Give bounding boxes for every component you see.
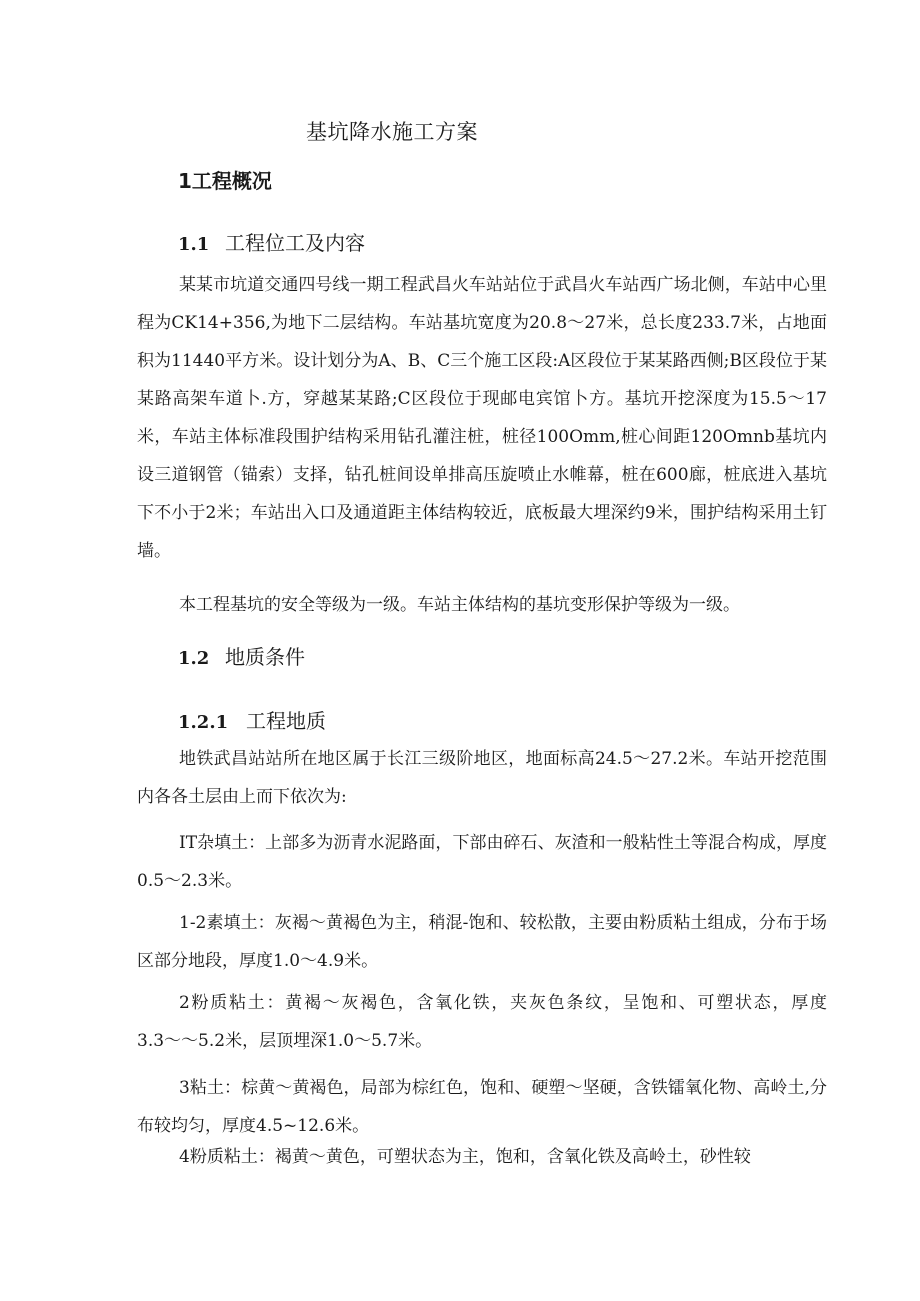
paragraph-layer-2: 2粉质粘土：黄褐〜灰褐色，含氧化铁，夹灰色条纹，呈饱和、可塑状态，厚度3.3〜〜5.2米，层顶埋深1.0〜5.7米。 <box>137 993 827 1051</box>
paragraph-safety-level: 本工程基坑的安全等级为一级。车站主体结构的基坑变形保护等级为一级。 <box>179 595 740 615</box>
paragraph-layer-3: 3粘土：棕黄〜黄褐色，局部为棕红色，饱和、硬塑〜坚硬，含铁镭氧化物、高岭土,分布较均匀，厚度4.5~12.6米。 <box>137 1078 827 1136</box>
section-heading-1: 1工程概况 <box>178 169 272 193</box>
section-heading-1-2-1 <box>178 706 326 738</box>
paragraph-project-overview: 某某市坑道交通四号线一期工程武昌火车站站位于武昌火车站西广场北侧，车站中心里程为CK14+356,为地下二层结构。车站基坑宽度为20.8〜27米，总长度233.7米，占地面积为11440平方米。设计划分为A、B、C三个施工区段:A区段位于某某路西侧;B区段位于某某路高架车道卜.方，穿越某某路;C区段位于现邮电宾馆卜方。基坑开挖深度为15.5〜17米，车站主体标准段围护结构采用钻孔灌注桩，桩径100Omm,桩心间距120Omnb基坑内设三道钢管（锚索）支择，钻孔桩间设单排高压旋喷止水帷幕，桩在600廊，桩底进入基坑下不小于2米；车站出入口及通道距主体结构较近，底板最大埋深约9米，围护结构采用土钉墙。 <box>137 275 827 561</box>
document-title: 基坑降水施工方案 <box>306 120 478 144</box>
section-heading-1-1 <box>178 228 365 260</box>
section-number: 1.2 <box>178 648 210 669</box>
paragraph-layer-1-2: 1-2素填土：灰褐〜黄褐色为主，稍混-饱和、较松散，主要由粉质粘土组成，分布于场区部分地段，厚度1.0〜4.9米。 <box>137 913 827 971</box>
paragraph-layer-1-1: IT杂填土：上部多为沥青水泥路面，下部由碎石、灰渣和一般粘性土等混合构成，厚度0.5〜2.3米。 <box>137 833 827 891</box>
paragraph-layer-4: 4粉质粘土：褐黄〜黄色，可塑状态为主，饱和，含氧化铁及高岭土，砂性较 <box>179 1147 751 1167</box>
section-number: 1.2.1 <box>178 712 229 733</box>
section-heading-1-2 <box>178 642 305 674</box>
section-title: 工程地质 <box>246 709 326 733</box>
section-title: 地质条件 <box>225 645 305 669</box>
section-title: 工程位工及内容 <box>225 231 365 255</box>
paragraph-geology-intro: 地铁武昌站站所在地区属于长江三级阶地区，地面标高24.5〜27.2米。车站开挖范围内各各土层由上而下依次为: <box>137 749 827 807</box>
section-number: 1.1 <box>178 234 210 255</box>
